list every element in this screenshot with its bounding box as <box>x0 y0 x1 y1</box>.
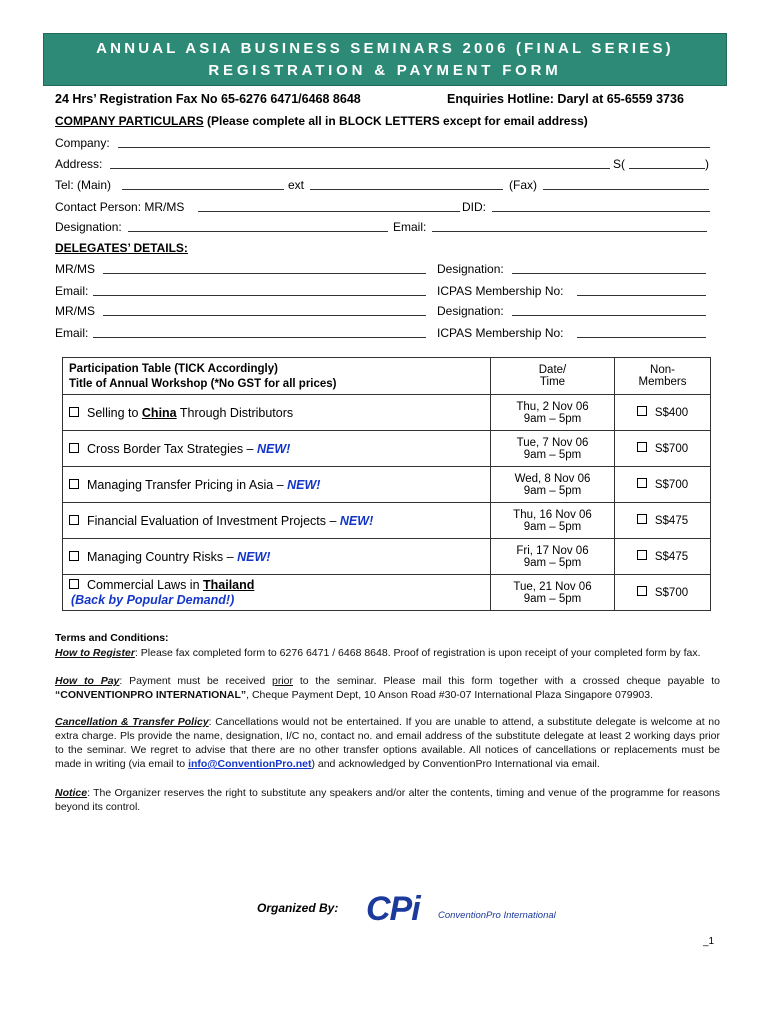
notice: Notice: The Organizer reserves the right to substitute any speakers and/or alter the contents, timing and venue of the programme for reasons beyond its control. <box>55 787 720 813</box>
table-row <box>63 467 711 503</box>
delegate1-email-field[interactable] <box>93 285 426 296</box>
address-label: Address: <box>55 157 103 171</box>
delegate1-icpas-label: ICPAS Membership No: <box>437 284 564 298</box>
workshop-option[interactable]: Managing Country Risks – NEW! <box>63 539 491 575</box>
participation-table <box>62 357 711 611</box>
checkbox[interactable] <box>69 479 79 489</box>
workshop-date: Thu, 16 Nov 06 9am – 5pm <box>491 503 615 539</box>
workshop-date: Thu, 2 Nov 06 9am – 5pm <box>491 395 615 431</box>
col-date-header: Date/ Time <box>491 358 615 395</box>
delegate1-designation-field[interactable] <box>512 263 706 274</box>
workshop-price[interactable]: S$700 <box>615 467 711 503</box>
delegate2-mrms-label: MR/MS <box>55 304 95 318</box>
table-row <box>63 395 711 431</box>
checkbox[interactable] <box>69 407 79 417</box>
contact-person-field[interactable] <box>198 201 460 212</box>
cpi-logo: CPi <box>366 890 420 928</box>
price-checkbox[interactable] <box>637 406 647 416</box>
delegate1-designation-label: Designation: <box>437 262 504 276</box>
workshop-date: Wed, 8 Nov 06 9am – 5pm <box>491 467 615 503</box>
ext-field[interactable] <box>310 179 503 190</box>
designation-label: Designation: <box>55 220 122 234</box>
delegate1-mrms-label: MR/MS <box>55 262 95 276</box>
title-banner <box>43 33 727 86</box>
workshop-price[interactable]: S$700 <box>615 575 711 611</box>
checkbox[interactable] <box>69 551 79 561</box>
delegate2-email-field[interactable] <box>93 327 426 338</box>
workshop-price[interactable]: S$700 <box>615 431 711 467</box>
workshop-date: Fri, 17 Nov 06 9am – 5pm <box>491 539 615 575</box>
ext-label: ext <box>288 178 305 192</box>
form-title: ANNUAL ASIA BUSINESS SEMINARS 2006 (FINAL SERIES) <box>96 40 674 57</box>
price-checkbox[interactable] <box>637 478 647 488</box>
delegates-heading: DELEGATES’ DETAILS: <box>55 241 188 255</box>
delegate2-email-label: Email: <box>55 326 89 340</box>
tel-label: Tel: (Main) <box>55 178 112 192</box>
delegate2-designation-label: Designation: <box>437 304 504 318</box>
delegate2-icpas-label: ICPAS Membership No: <box>437 326 564 340</box>
designation-field[interactable] <box>128 221 388 232</box>
postal-code-field[interactable] <box>629 158 705 169</box>
checkbox[interactable] <box>69 515 79 525</box>
how-to-register: How to Register: Please fax completed form to 6276 6471 / 6468 8648. Proof of registration is upon receipt of your completed form by fax. <box>55 647 701 659</box>
workshop-price[interactable]: S$475 <box>615 539 711 575</box>
workshop-price[interactable]: S$475 <box>615 503 711 539</box>
workshop-option[interactable]: Commercial Laws in Thailand (Back by Popular Demand!) <box>63 575 491 611</box>
delegate1-icpas-field[interactable] <box>577 285 706 296</box>
delegate1-email-label: Email: <box>55 284 89 298</box>
postal-close: ) <box>705 157 709 171</box>
delegate1-name-field[interactable] <box>103 263 426 274</box>
email-label: Email: <box>393 220 427 234</box>
form-subtitle: REGISTRATION & PAYMENT FORM <box>208 62 562 79</box>
price-checkbox[interactable] <box>637 550 647 560</box>
price-checkbox[interactable] <box>637 514 647 524</box>
checkbox[interactable] <box>69 579 79 589</box>
did-label: DID: <box>462 200 486 214</box>
table-row <box>63 575 711 611</box>
price-checkbox[interactable] <box>637 586 647 596</box>
email-field[interactable] <box>432 221 707 232</box>
table-row <box>63 539 711 575</box>
company-field[interactable] <box>118 137 710 148</box>
email-link[interactable]: info@ConventionPro.net <box>188 758 312 770</box>
workshop-option[interactable]: Selling to China Through Distributors <box>63 395 491 431</box>
tel-field[interactable] <box>122 179 284 190</box>
how-to-pay: How to Pay: Payment must be received prior to the seminar. Please mail this form together with a crossed cheque payable to “CONVENTIONPRO INTERNATIONAL”, Cheque Payment Dept, 10 Anson Road #30-07 International Plaza Singapore 079903. <box>55 675 721 701</box>
workshop-date: Tue, 21 Nov 06 9am – 5pm <box>491 575 615 611</box>
cancellation-policy: Cancellation & Transfer Policy: Cancellations would not be entertained. If you are unable to attend, a substitute delegate is welcome at no extra charge. Pls provide the name, designation, I/C no, contact no. and email address of the substitute delegate at least 2 working days prior to the seminar. We regret to advise that there are no other transfer options available. All notices of cancellations or replacements must be made in writing (via email to info@ConventionPro.net) and acknowledged by ConventionPro International via email. <box>55 716 720 770</box>
contact-person-label: Contact Person: MR/MS <box>55 200 185 214</box>
delegate2-icpas-field[interactable] <box>577 327 706 338</box>
checkbox[interactable] <box>69 443 79 453</box>
workshop-option[interactable]: Financial Evaluation of Investment Projects – NEW! <box>63 503 491 539</box>
enquiries-hotline: Enquiries Hotline: Daryl at 65-6559 3736 <box>447 92 684 106</box>
table-row <box>63 503 711 539</box>
did-field[interactable] <box>492 201 710 212</box>
organized-by-label: Organized By: <box>257 901 339 915</box>
workshop-date: Tue, 7 Nov 06 9am – 5pm <box>491 431 615 467</box>
delegate2-designation-field[interactable] <box>512 305 706 316</box>
table-header-row <box>63 358 711 395</box>
col-price-header: Non- Members <box>615 358 711 395</box>
cpi-logo-subtitle: ConventionPro International <box>438 910 556 921</box>
fax-field[interactable] <box>543 179 709 190</box>
postal-label: S( <box>613 157 625 171</box>
company-label: Company: <box>55 136 110 150</box>
delegate2-name-field[interactable] <box>103 305 426 316</box>
company-section-heading: COMPANY PARTICULARS (Please complete all in BLOCK LETTERS except for email address) <box>55 114 588 128</box>
terms-heading: Terms and Conditions: <box>55 632 169 644</box>
fax-label: (Fax) <box>509 178 537 192</box>
workshop-option[interactable]: Cross Border Tax Strategies – NEW! <box>63 431 491 467</box>
workshop-option[interactable]: Managing Transfer Pricing in Asia – NEW! <box>63 467 491 503</box>
fax-number: 24 Hrs’ Registration Fax No 65-6276 6471/6468 8648 <box>55 92 361 106</box>
workshop-price[interactable]: S$400 <box>615 395 711 431</box>
table-title: Participation Table (TICK Accordingly) Title of Annual Workshop (*No GST for all prices) <box>63 358 491 395</box>
table-row <box>63 431 711 467</box>
address-field[interactable] <box>110 158 610 169</box>
page-number: _1 <box>703 936 715 947</box>
price-checkbox[interactable] <box>637 442 647 452</box>
